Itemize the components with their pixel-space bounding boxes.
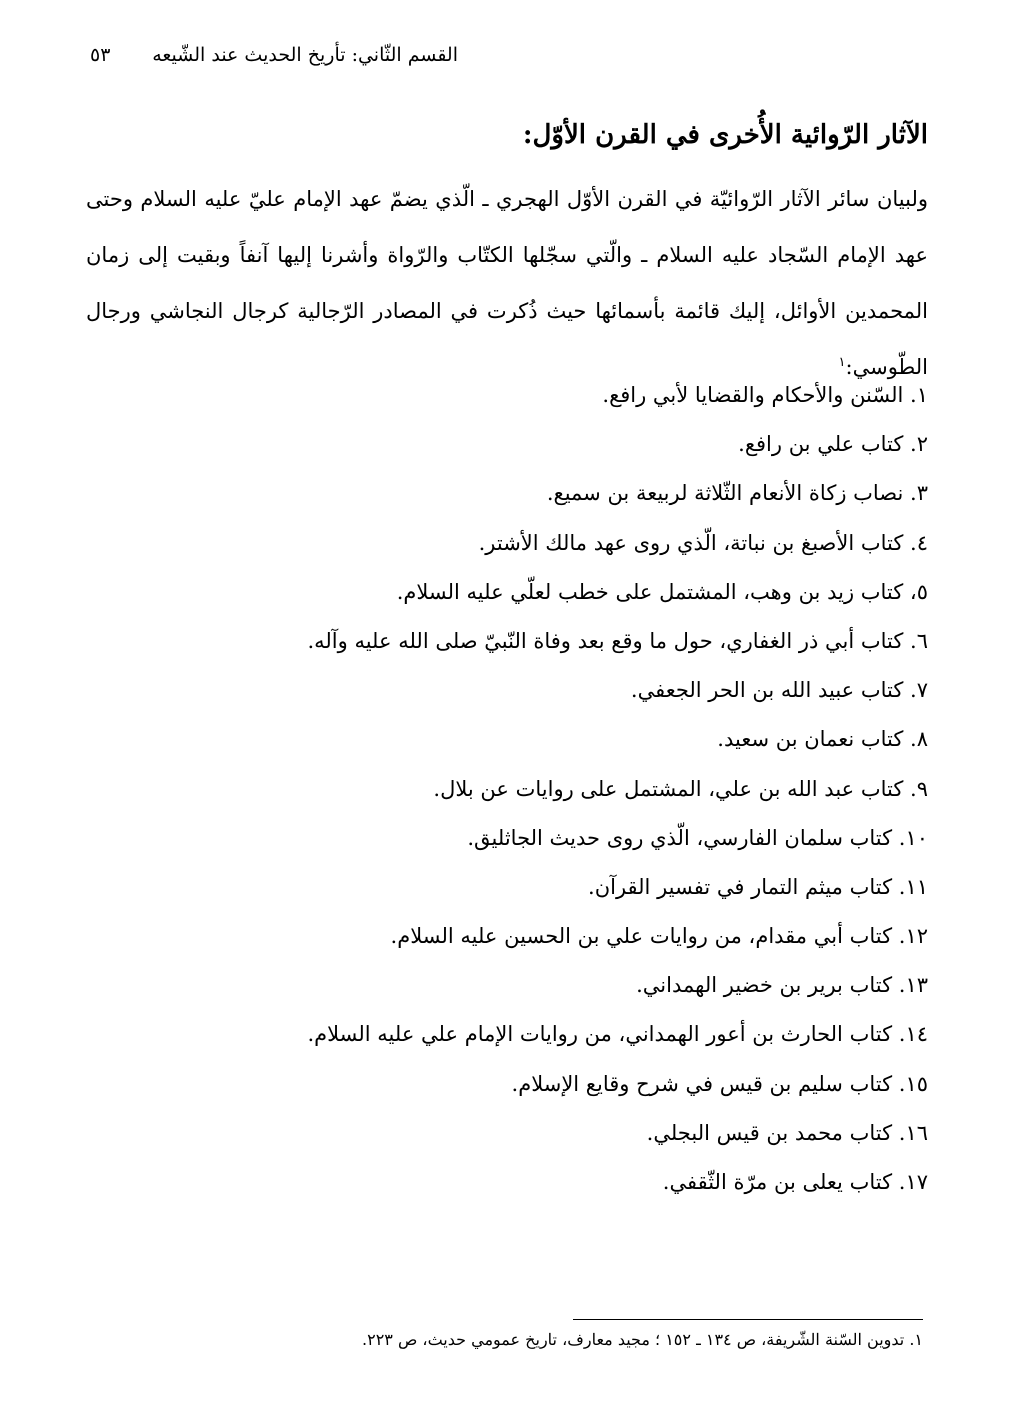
book-item: ١٦. كتاب محمد بن قيس البجلي.: [646, 1120, 928, 1145]
intro-text: ولبيان سائر الآثار الرّوائيّة في القرن الأوّل الهجري ـ الّذي يضمّ عهد الإمام عليّ عليه السلام وحتى عهد الإمام السّجاد عليه السلام ـ والّتي سجّلها الكتّاب والرّواة وأشرنا إليها آنفاً وبقيت إلى زمان المحمدين الأوائل، إليك قائمة بأسمائها حيث ذُكرت في المصادر الرّجالية كرجال النجاشي ورجال الطّوسي:: [86, 187, 928, 379]
book-item: ١٥. كتاب سليم بن قيس في شرح وقايع الإسلام.: [511, 1071, 928, 1096]
section-heading: الآثار الرّوائية الأُخرى في القرن الأوّل:: [522, 120, 928, 150]
book-item: ٦. كتاب أبي ذر الغفاري، حول ما وقع بعد وفاة النّبيّ صلى الله عليه وآله.: [307, 628, 928, 653]
book-item: ٩. كتاب عبد الله بن علي، المشتمل على روايات عن بلال.: [433, 776, 928, 801]
footnote: ١. تدوين السّنة الشّريفة، ص ١٣٤ ـ ١٥٢ ؛ مجيد معارف، تاريخ عمومي حديث، ص ٢٢٣.: [362, 1330, 923, 1349]
book-list: [168, 371, 928, 1207]
book-item: ٥، كتاب زيد بن وهب، المشتمل على خطب لعلّي عليه السلام.: [396, 579, 928, 604]
book-item: ٨. كتاب نعمان بن سعيد.: [717, 727, 928, 752]
running-header: [90, 44, 458, 66]
book-item: ١٣. كتاب برير بن خضير الهمداني.: [636, 973, 928, 998]
book-item: ١١. كتاب ميثم التمار في تفسير القرآن.: [588, 874, 928, 899]
page-number: ٥٣: [90, 44, 111, 66]
book-item: ١٢. كتاب أبي مقدام، من روايات علي بن الحسين عليه السلام.: [390, 924, 928, 949]
footnote-divider: [573, 1319, 923, 1320]
book-item: ١٠. كتاب سلمان الفارسي، الّذي روى حديث الجاثليق.: [467, 825, 928, 850]
book-item: ١٧. كتاب يعلى بن مرّة الثّقفي.: [662, 1170, 928, 1194]
footnote-reference: ١: [838, 355, 846, 370]
intro-paragraph: [86, 171, 928, 395]
book-item: ٧. كتاب عبيد الله بن الحر الجعفي.: [630, 678, 928, 703]
book-item: ٢. كتاب علي بن رافع.: [738, 432, 928, 457]
book-item: ٣. نصاب زكاة الأنعام الثّلاثة لربيعة بن سميع.: [546, 481, 928, 506]
running-header-title: القسم الثّاني: تأريخ الحديث عند الشّيعه: [152, 44, 458, 66]
book-item: ١٤. كتاب الحارث بن أعور الهمداني، من روايات الإمام علي عليه السلام.: [307, 1022, 928, 1047]
book-item: ٤. كتاب الأصبغ بن نباتة، الّذي روى عهد مالك الأشتر.: [478, 530, 928, 555]
book-item: ١. السّنن والأحكام والقضايا لأبي رافع.: [602, 383, 928, 407]
